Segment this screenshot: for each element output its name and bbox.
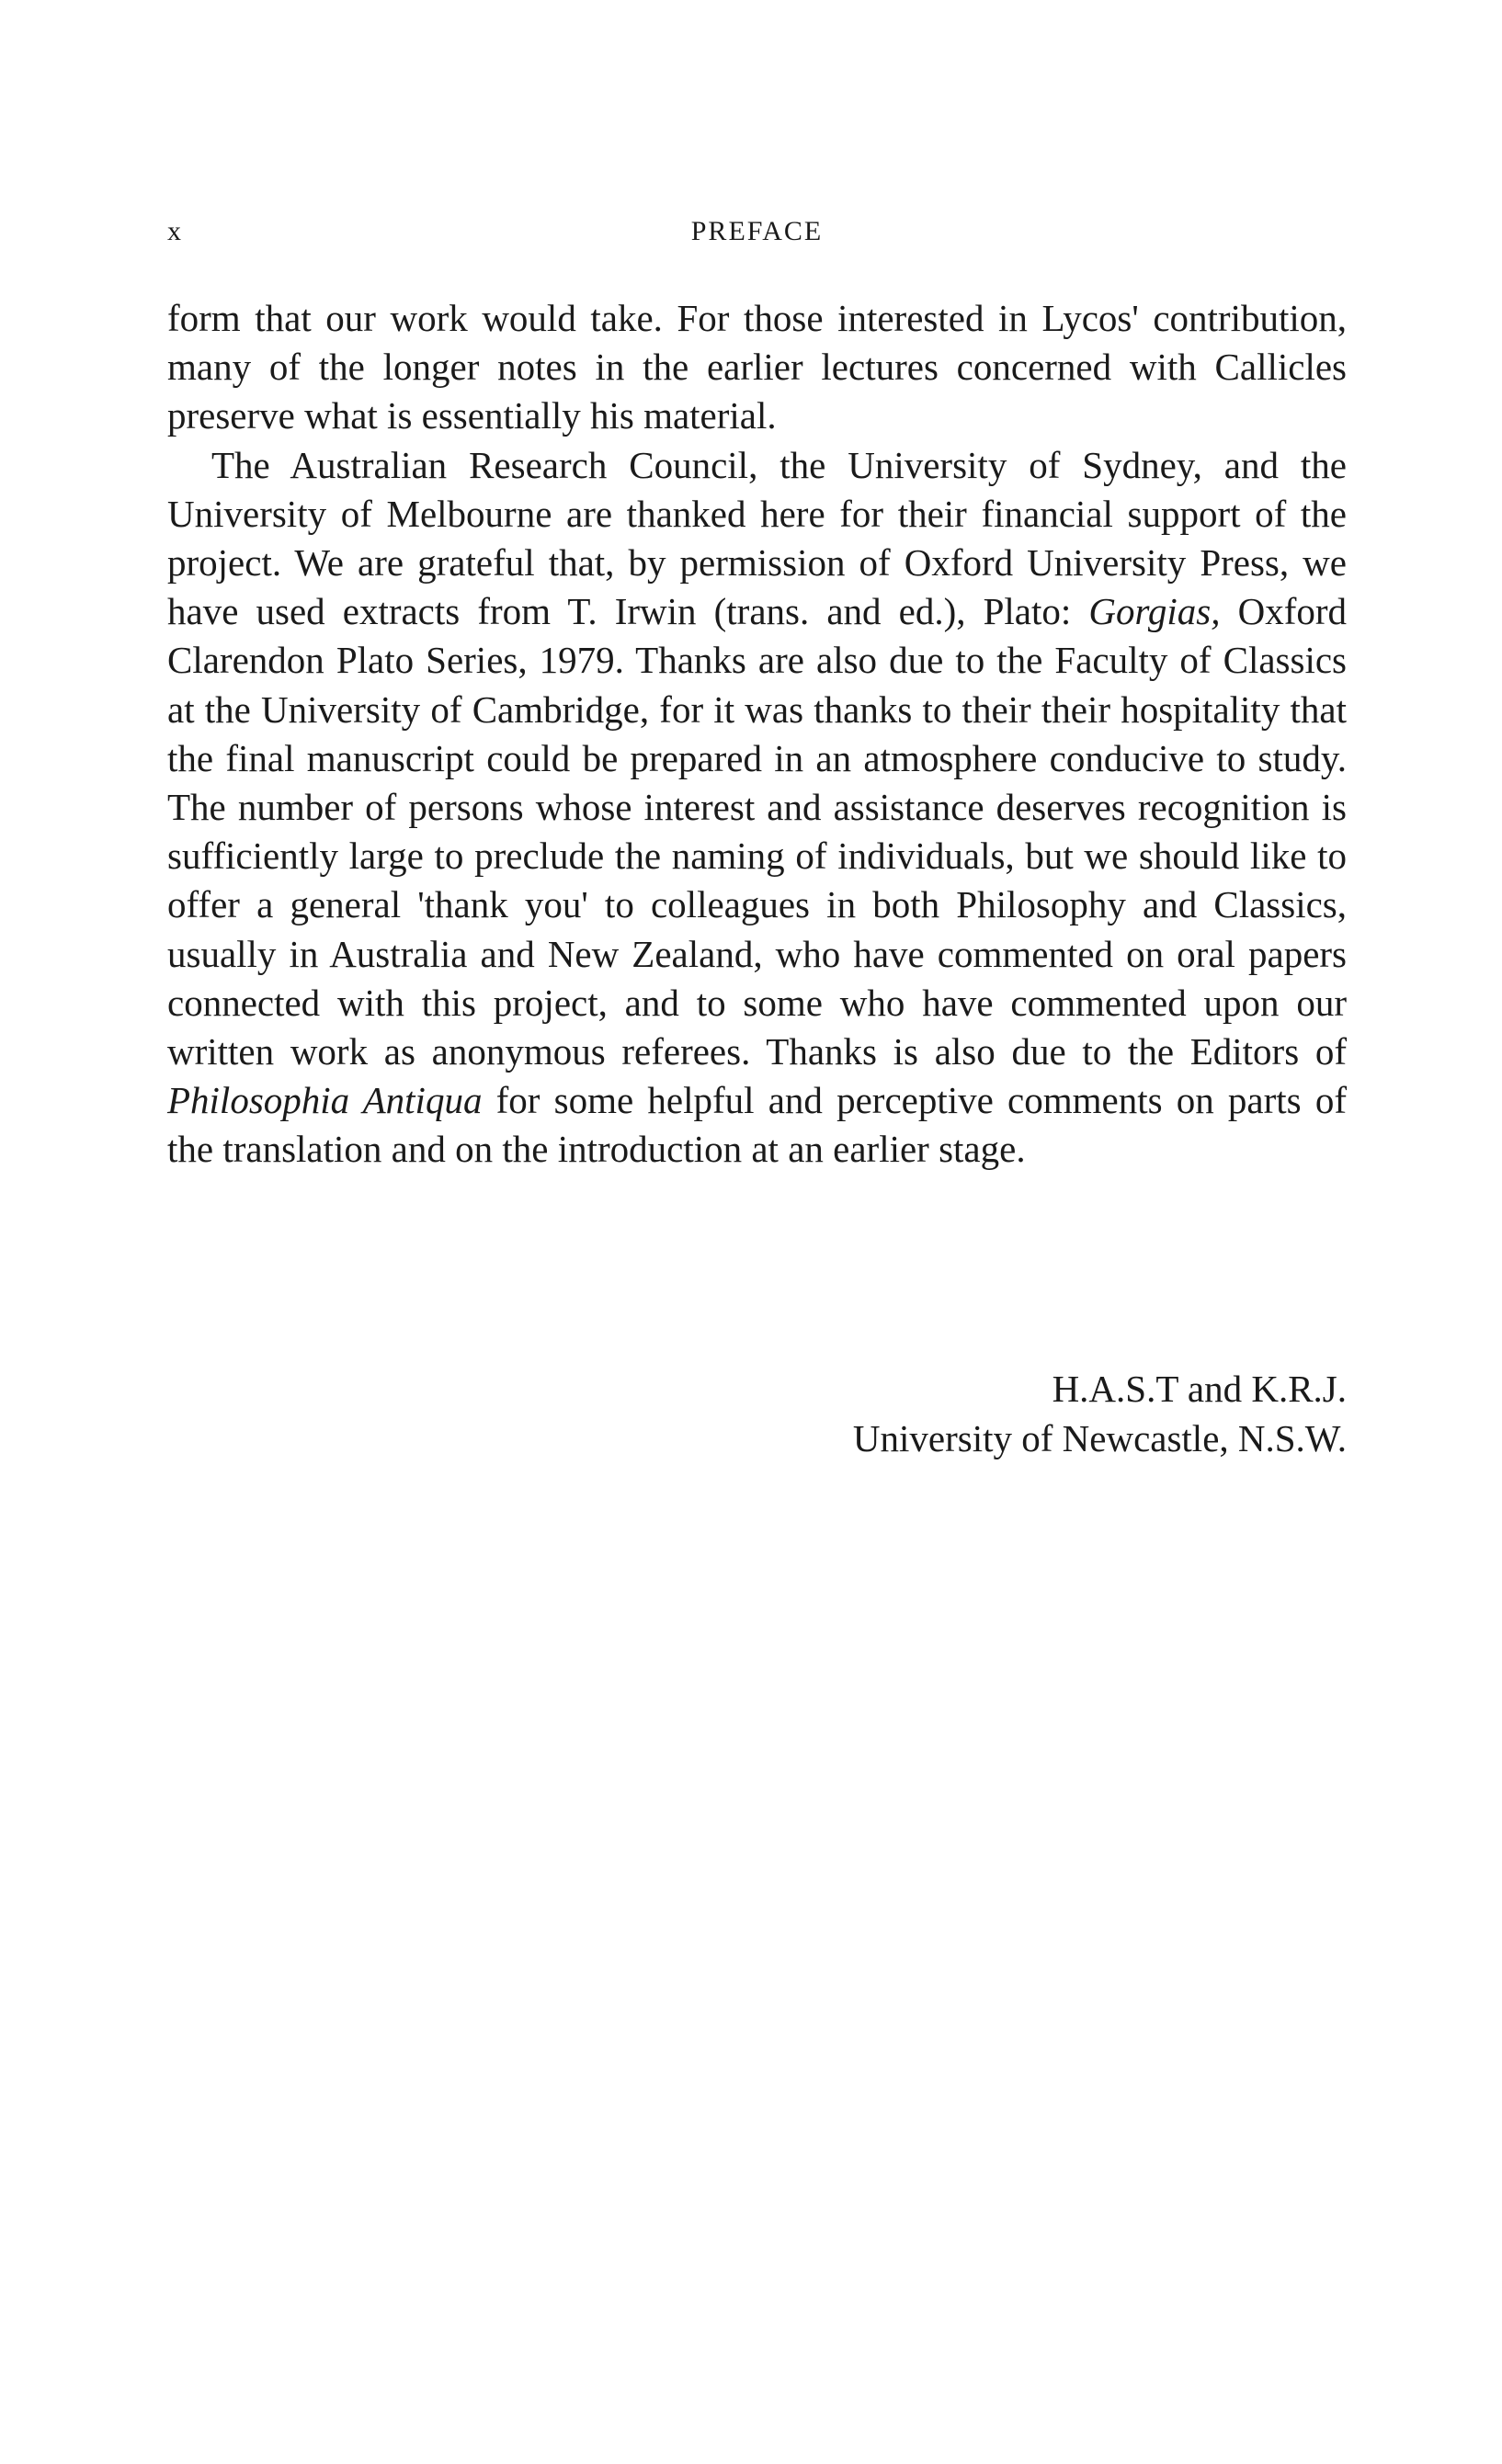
signature-affiliation: University of Newcastle, N.S.W. (852, 1417, 1347, 1459)
paragraph-text-part: for some helpful and perceptive comments on parts of the translation and on the introduction at an earlier stage. (167, 1079, 1347, 1171)
signature-block (167, 1364, 1347, 1463)
italic-title-gorgias: Gorgias, (1088, 590, 1221, 633)
signature-authors: H.A.S.T and K.R.J. (1052, 1368, 1347, 1410)
page-number: x (167, 216, 182, 246)
paragraph-text-part: Oxford Clarendon Plato Series, 1979. Thanks are also due to the Faculty of Classics at the University of Cambridge, for it was thanks to their their hospitality that the final manuscript could be prepared in an atmosphere conducive to study. The number of persons whose interest and assistance deserves recognition is sufficiently large to preclude the naming of individuals, but we should like to offer a general 'thank you' to colleagues in both Philosophy and Classics, usually in Australia and New Zealand, who have commented on oral papers connected with this project, and to some who have commented upon our written work as anonymous referees. Thanks is also due to the Editors of (167, 590, 1347, 1073)
running-title: PREFACE (690, 216, 824, 246)
preface-body (167, 294, 1347, 1175)
italic-title-philosophia-antiqua: Philosophia Antiqua (167, 1079, 483, 1122)
paragraph-text-part: The Australian Research Council, the University of Sydney, and the University of Melbourne are thanked here for their financial support of the project. We are grateful that, by permission of Oxford University Press, we have used extracts from T. Irwin (trans. and ed.), Plato: (167, 443, 1347, 633)
paragraph-acknowledgements (167, 441, 1347, 1175)
running-head (167, 213, 1347, 250)
paragraph-continued: form that our work would take. For those interested in Lycos' contribution, many of the longer notes in the earlier lectures concerned with Callicles preserve what is essentially his material. (167, 297, 1347, 437)
